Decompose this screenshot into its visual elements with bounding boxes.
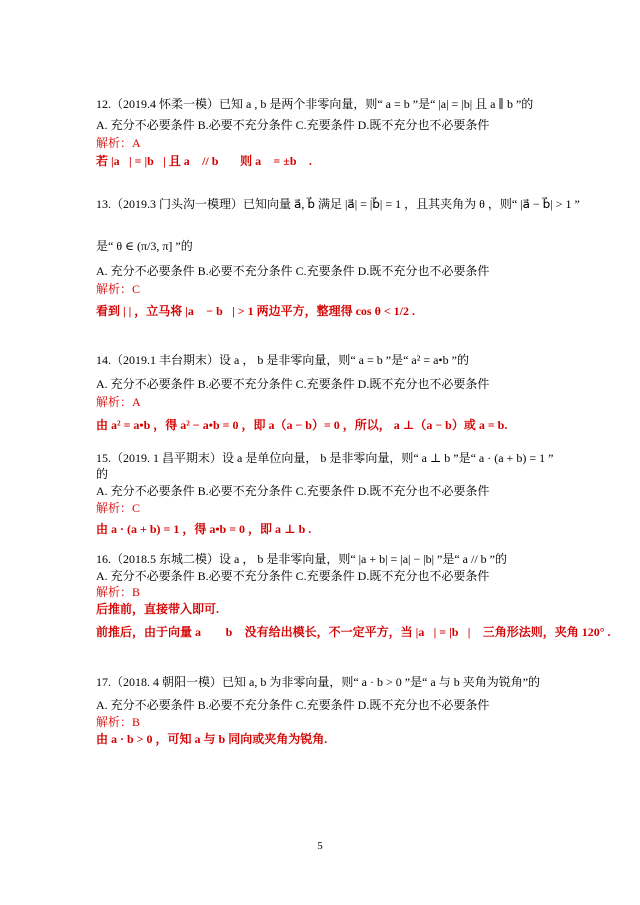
options-13: A. 充分不必要条件 B.必要不充分条件 C.充要条件 D.既不充分也不必要条件: [96, 264, 490, 278]
page-number: 5: [317, 840, 323, 852]
answer-14: 解析：A: [96, 395, 141, 409]
options-16: A. 充分不必要条件 B.必要不充分条件 C.充要条件 D.既不充分也不必要条件: [96, 569, 490, 583]
question-15-cont: 的: [96, 467, 109, 481]
question-13-cont: 是“ θ ∈ (π/3, π] ”的: [96, 239, 193, 253]
explanation-13: 看到 | | ，立马将 |a⃗ − b⃗| > 1 两边平方，整理得 cos θ < 1/2 .: [96, 304, 416, 318]
explanation-17: 由 a · b > 0 ，可知 a 与 b 同向或夹角为锐角.: [96, 732, 328, 746]
explanation-16-a: 后推前，直接带入即可.: [96, 602, 220, 616]
options-15: A. 充分不必要条件 B.必要不充分条件 C.充要条件 D.既不充分也不必要条件: [96, 484, 490, 498]
question-14: 14.（2019.1 丰台期末）设 a ， b 是非零向量，则“ a = b ”是“ a² = a•b ”的: [96, 353, 469, 367]
explanation-15: 由 a · (a + b) = 1 ，得 a•b = 0 ，即 a ⊥ b .: [96, 522, 312, 536]
answer-16: 解析：B: [96, 585, 141, 599]
answer-15: 解析：C: [96, 501, 141, 515]
question-17: 17.（2018. 4 朝阳一模）已知 a, b 为非零向量，则“ a · b > 0 ”是“ a 与 b 夹角为锐角”的: [96, 675, 541, 689]
explanation-14: 由 a² = a•b ，得 a² − a•b = 0 ，即 a（a − b）= 0 ，所以， a ⊥（a − b）或 a = b.: [96, 418, 508, 432]
explanation-12: 若 |a⃗| = |b⃗| 且 a⃗ // b⃗ ，则 a⃗ = ±b⃗ .: [96, 154, 312, 168]
question-15: 15.（2019. 1 昌平期末）设 a 是单位向量， b 是非零向量，则“ a ⊥ b ”是“ a · (a + b) = 1 ”: [96, 451, 554, 465]
options-14: A. 充分不必要条件 B.必要不充分条件 C.充要条件 D.既不充分也不必要条件: [96, 377, 490, 391]
answer-12: 解析：A: [96, 136, 141, 150]
options-17: A. 充分不必要条件 B.必要不充分条件 C.充要条件 D.既不充分也不必要条件: [96, 698, 490, 712]
question-12: 12.（2019.4 怀柔一模）已知 a , b 是两个非零向量，则“ a = b ”是“ |a| = |b| 且 a ∥ b ”的: [96, 97, 534, 111]
question-16: 16.（2018.5 东城二模）设 a ， b 是非零向量，则“ |a + b| = |a| − |b| ”是“ a // b ”的: [96, 552, 507, 566]
explanation-16-b: 前推后，由于向量 a⃗ ， b⃗ 没有给出模长，不一定平方，当 |a⃗| = |b⃗| ，三角形法则，夹角 120° .: [96, 625, 611, 639]
answer-13: 解析：C: [96, 282, 141, 296]
options-12: A. 充分不必要条件 B.必要不充分条件 C.充要条件 D.既不充分也不必要条件: [96, 118, 490, 132]
answer-17: 解析：B: [96, 715, 141, 729]
question-13: 13.（2019.3 门头沟一模理）已知向量 a⃗, b⃗ 满足 |a⃗| = |b⃗| = 1 ，且其夹角为 θ ，则“ |a⃗ − b⃗| > 1 ”: [96, 197, 580, 211]
